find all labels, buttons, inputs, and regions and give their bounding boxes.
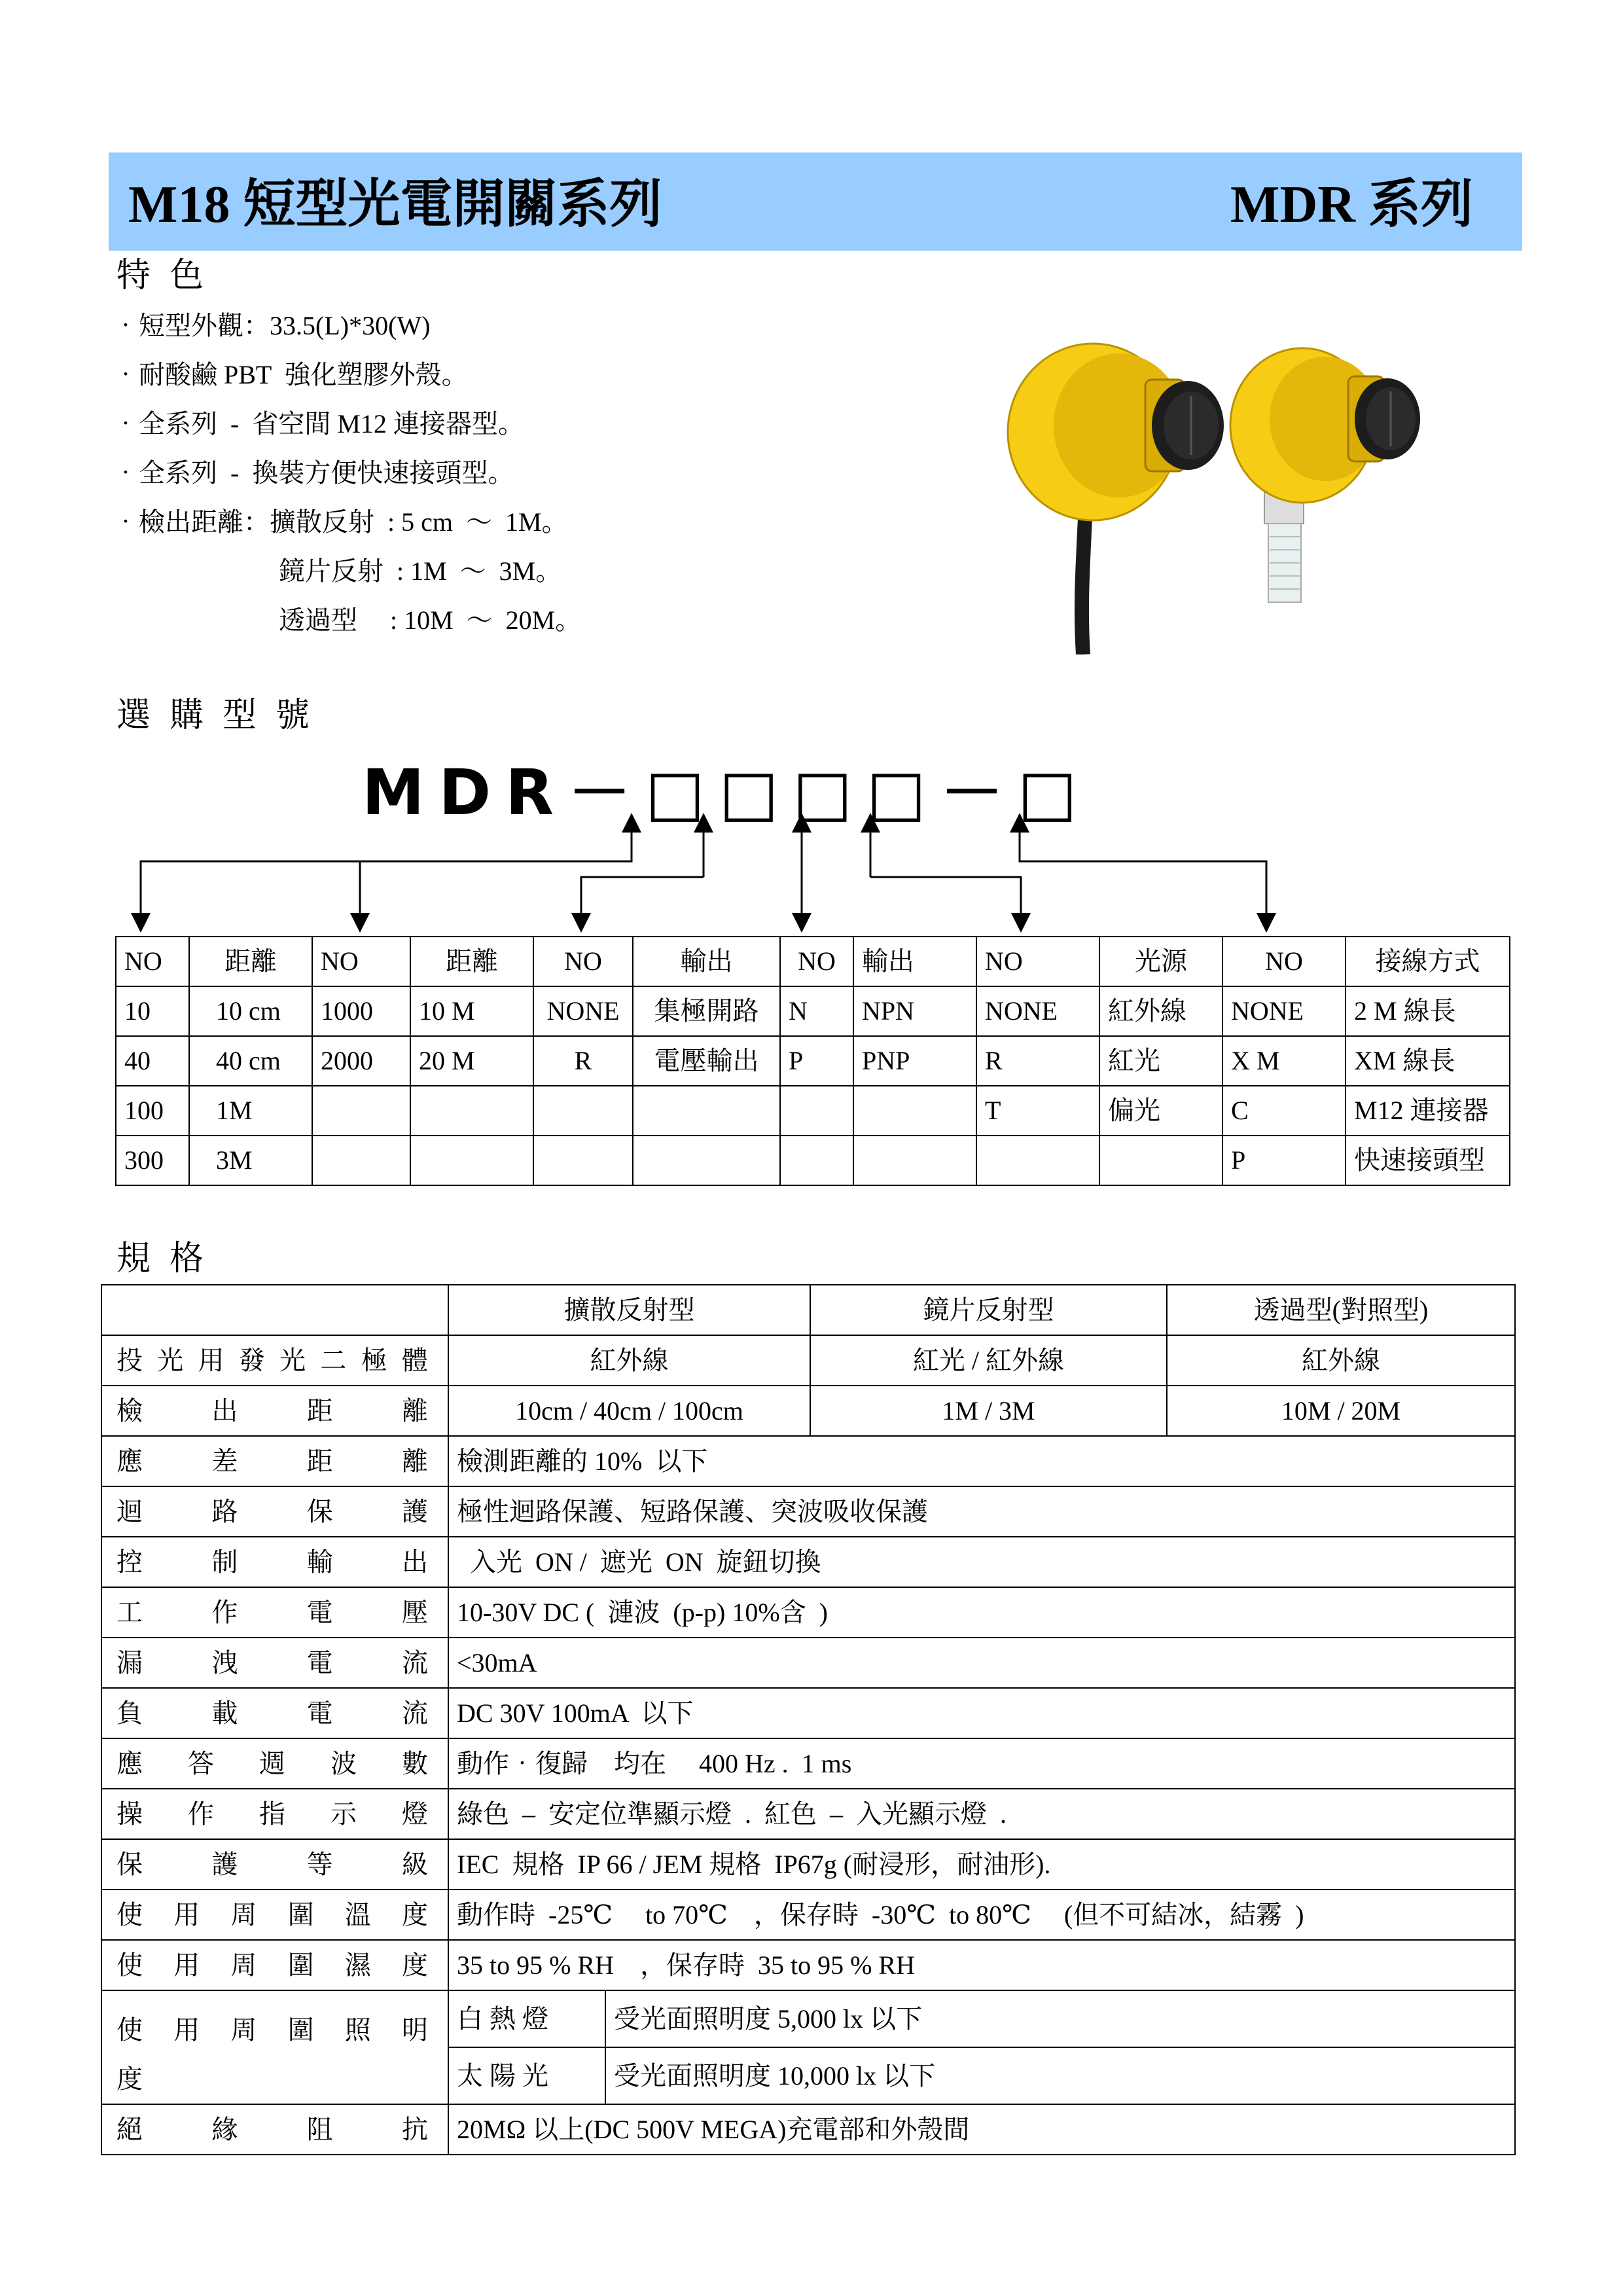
table-cell: NPN: [853, 986, 976, 1036]
table-cell: 20 M: [410, 1036, 533, 1086]
spec-label-illumination: [101, 1990, 448, 2104]
header-cell: NO: [1222, 937, 1346, 986]
table-cell: 1000: [312, 986, 410, 1036]
model-code-connectors: [0, 0, 1623, 936]
table-cell: 集極開路: [633, 986, 780, 1036]
table-row: [116, 1086, 1510, 1136]
table-cell: 偏光: [1099, 1086, 1222, 1136]
table-header-row: [116, 937, 1510, 986]
header-cell: 光源: [1099, 937, 1222, 986]
spec-label: 工作電壓: [101, 1587, 448, 1638]
model-code: MDR－□□□□－□: [362, 756, 1092, 829]
spec-label: 漏洩電流: [101, 1638, 448, 1688]
spec-label: 操作指示燈: [101, 1789, 448, 1839]
table-cell: NONE: [1222, 986, 1346, 1036]
spec-value: 35 to 95 % RH ，保存時 35 to 95 % RH: [448, 1940, 1515, 1990]
table-cell: 100: [116, 1086, 189, 1136]
table-cell: 40 cm: [189, 1036, 312, 1086]
table-row: [101, 1638, 1515, 1688]
table-cell: [312, 1086, 410, 1136]
table-cell: [312, 1136, 410, 1185]
table-cell: 1M: [189, 1086, 312, 1136]
feature-item: ‧檢出距離：擴散反射 : 5 cm ～ 1M。: [113, 507, 568, 537]
spec-value: 動作‧復歸 均在 400 Hz . 1 ms: [448, 1738, 1515, 1789]
table-cell: 10 cm: [189, 986, 312, 1036]
table-cell: 紅外線: [1099, 986, 1222, 1036]
spec-label: 使用周圍溫度: [101, 1890, 448, 1940]
table-cell: [1099, 1136, 1222, 1185]
spec-value: 受光面照明度 5,000 lx 以下: [605, 1990, 1515, 2047]
table-row: [116, 986, 1510, 1036]
features-heading: 特 色: [116, 257, 209, 295]
series-title: MDR 系列: [1230, 176, 1473, 234]
spec-value: 動作時 -25℃ to 70℃ ，保存時 -30℃ to 80℃ (但不可結冰，結霧 ): [448, 1890, 1515, 1940]
spec-label: 檢出距離: [101, 1386, 448, 1436]
table-cell: 40: [116, 1036, 189, 1086]
feature-item: 鏡片反射 : 1M ～ 3M。: [279, 556, 562, 586]
table-cell: N: [780, 986, 853, 1036]
spec-value: 檢測距離的 10% 以下: [448, 1436, 1515, 1486]
specs-table: [101, 1284, 1516, 2155]
table-cell: P: [1222, 1136, 1346, 1185]
spec-value: 10M / 20M: [1167, 1386, 1515, 1436]
feature-item: 透過型 : 10M ～ 20M。: [279, 605, 582, 635]
table-row: [101, 1688, 1515, 1738]
feature-item: ‧短型外觀：33.5(L)*30(W): [113, 311, 431, 340]
spec-value: 紅外線: [1167, 1335, 1515, 1386]
feature-item: ‧全系列 - 換裝方便快速接頭型。: [113, 458, 514, 488]
table-cell: 10: [116, 986, 189, 1036]
spec-value: 1M / 3M: [810, 1386, 1167, 1436]
table-row: [101, 1386, 1515, 1436]
spec-value: 10-30V DC ( 漣波 (p-p) 10%含 ): [448, 1587, 1515, 1638]
table-cell: 快速接頭型: [1346, 1136, 1510, 1185]
spec-value: 紅光 / 紅外線: [810, 1335, 1167, 1386]
table-cell: 3M: [189, 1136, 312, 1185]
spec-label: 負載電流: [101, 1688, 448, 1738]
header-cell: NO: [780, 937, 853, 986]
table-row: [101, 1890, 1515, 1940]
spec-label: 迴路保護: [101, 1486, 448, 1537]
spec-label-line: 度: [116, 2064, 143, 2094]
table-row: [101, 1436, 1515, 1486]
table-cell: P: [780, 1036, 853, 1086]
spec-value: 10cm / 40cm / 100cm: [448, 1386, 810, 1436]
spec-value: 入光 ON / 遮光 ON 旋鈕切換: [448, 1537, 1515, 1587]
spec-value: DC 30V 100mA 以下: [448, 1688, 1515, 1738]
header-cell: NO: [116, 937, 189, 986]
table-cell: 2000: [312, 1036, 410, 1086]
table-row: [116, 1136, 1510, 1185]
table-row: [101, 1587, 1515, 1638]
header-cell: NO: [976, 937, 1099, 986]
column-header: 擴散反射型: [448, 1285, 810, 1335]
spec-label: 絕緣阻抗: [101, 2104, 448, 2155]
column-header: 鏡片反射型: [810, 1285, 1167, 1335]
table-cell: [533, 1136, 633, 1185]
spec-sub-name: 白 熱 燈: [448, 1990, 605, 2047]
table-cell: [853, 1086, 976, 1136]
ordering-heading: 選 購 型 號: [116, 697, 315, 734]
spec-value: 紅外線: [448, 1335, 810, 1386]
table-cell: 紅光: [1099, 1036, 1222, 1086]
spec-label: 應答週波數: [101, 1738, 448, 1789]
ordering-table: [115, 936, 1510, 1186]
spec-label: 應差距離: [101, 1436, 448, 1486]
spec-label: 使用周圍濕度: [101, 1940, 448, 1990]
feature-item: ‧耐酸鹼 PBT 強化塑膠外殼。: [113, 360, 468, 389]
table-row: [101, 1738, 1515, 1789]
table-cell: [780, 1086, 853, 1136]
table-row: [101, 1486, 1515, 1537]
spec-label-line: 使用周圍照明: [116, 2015, 428, 2045]
table-row: [101, 1990, 1515, 2047]
table-cell: NONE: [976, 986, 1099, 1036]
table-cell: C: [1222, 1086, 1346, 1136]
table-cell: X M: [1222, 1036, 1346, 1086]
spec-value: 20MΩ 以上(DC 500V MEGA)充電部和外殼間: [448, 2104, 1515, 2155]
specs-header-row: [101, 1285, 1515, 1335]
table-cell: [410, 1086, 533, 1136]
spec-value: <30mA: [448, 1638, 1515, 1688]
spec-value: IEC 規格 IP 66 / JEM 規格 IP67g (耐浸形，耐油形).: [448, 1839, 1515, 1890]
table-row: [101, 1537, 1515, 1587]
table-cell: [633, 1136, 780, 1185]
spec-label: 控制輸出: [101, 1537, 448, 1587]
column-header: 透過型(對照型): [1167, 1285, 1515, 1335]
table-row: [101, 1335, 1515, 1386]
table-cell: [780, 1136, 853, 1185]
header-cell: 距離: [189, 937, 312, 986]
table-cell: [633, 1086, 780, 1136]
blank-cell: [101, 1285, 448, 1335]
feature-item: ‧全系列 - 省空間 M12 連接器型。: [113, 409, 524, 439]
header-cell: 距離: [410, 937, 533, 986]
header-cell: 接線方式: [1346, 937, 1510, 986]
spec-value: 綠色 – 安定位準顯示燈 . 紅色 – 入光顯示燈 .: [448, 1789, 1515, 1839]
table-cell: 電壓輸出: [633, 1036, 780, 1086]
header-cell: 輸出: [633, 937, 780, 986]
table-cell: [533, 1086, 633, 1136]
table-row: [116, 1036, 1510, 1086]
table-cell: 300: [116, 1136, 189, 1185]
table-cell: XM 線長: [1346, 1036, 1510, 1086]
table-cell: NONE: [533, 986, 633, 1036]
table-cell: 10 M: [410, 986, 533, 1036]
page-title: M18 短型光電開關系列: [128, 176, 662, 234]
spec-label: 投光用發光二極體: [101, 1335, 448, 1386]
spec-value: 極性迴路保護、短路保護、突波吸收保護: [448, 1486, 1515, 1537]
table-row: [101, 1789, 1515, 1839]
table-cell: R: [533, 1036, 633, 1086]
table-cell: T: [976, 1086, 1099, 1136]
table-cell: PNP: [853, 1036, 976, 1086]
table-row: [101, 2104, 1515, 2155]
spec-value: 受光面照明度 10,000 lx 以下: [605, 2047, 1515, 2104]
header-cell: 輸出: [853, 937, 976, 986]
spec-label: 保護等級: [101, 1839, 448, 1890]
header-cell: NO: [312, 937, 410, 986]
table-cell: [976, 1136, 1099, 1185]
header-cell: NO: [533, 937, 633, 986]
table-row: [101, 1940, 1515, 1990]
table-cell: [410, 1136, 533, 1185]
table-cell: R: [976, 1036, 1099, 1086]
table-cell: M12 連接器: [1346, 1086, 1510, 1136]
table-row: [101, 1839, 1515, 1890]
table-cell: [853, 1136, 976, 1185]
table-cell: 2 M 線長: [1346, 986, 1510, 1036]
spec-sub-name: 太 陽 光: [448, 2047, 605, 2104]
specs-heading: 規 格: [116, 1240, 209, 1278]
